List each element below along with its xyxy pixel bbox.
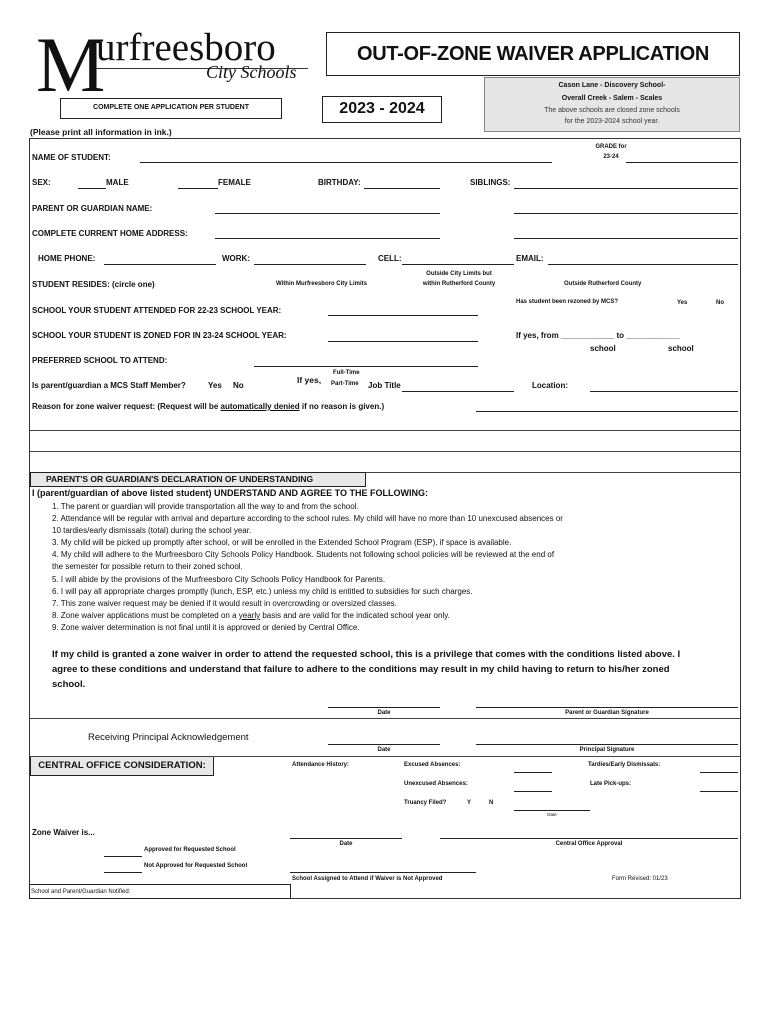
assigned-school-field[interactable] <box>290 872 476 873</box>
parent-date-field[interactable] <box>328 707 440 708</box>
part-time-option[interactable]: Part-Time <box>331 381 359 387</box>
rezoned-yes[interactable]: Yes <box>677 300 688 306</box>
principal-signature-field[interactable] <box>476 744 738 745</box>
location-field[interactable] <box>590 391 738 392</box>
reason-line-3[interactable] <box>30 451 740 452</box>
staff-question: Is parent/guardian a MCS Staff Member? <box>32 381 186 390</box>
assigned-school-label: School Assigned to Attend if Waiver is Not Approved <box>292 876 443 882</box>
not-approved-label: Not Approved for Requested School <box>144 863 248 869</box>
page-title: OUT-OF-ZONE WAIVER APPLICATION <box>356 43 710 65</box>
attendance-history-label: Attendance History: <box>292 762 350 768</box>
address-field[interactable] <box>215 238 440 239</box>
declaration-item-3: 3. My child will be picked up promptly after school, or will be enrolled in the Extended School Program (ESP), if space is available. <box>52 538 512 548</box>
declaration-item-8: 8. Zone waiver applications must be completed on a yearly basis and are valid for the indicated school year only. <box>52 610 450 620</box>
closed-schools-line2: Overall Creek - Salem - Scales <box>561 95 663 102</box>
parent-name-label: PARENT OR GUARDIAN NAME: <box>32 204 153 213</box>
reason-label: Reason for zone waiver request: (Request will be automatically denied if no reason is given.) <box>32 402 385 411</box>
central-divider <box>30 756 740 757</box>
cell-label: CELL: <box>378 254 402 263</box>
closed-schools-line4: for the 2023-2024 school year. <box>564 118 660 125</box>
resides-option-outside-county[interactable]: Outside Rutherford County <box>564 281 642 287</box>
staff-no[interactable]: No <box>233 381 244 390</box>
central-approval-label: Central Office Approval <box>555 841 623 847</box>
address-label: COMPLETE CURRENT HOME ADDRESS: <box>32 229 188 238</box>
resides-option-within-city[interactable]: Within Murfreesboro City Limits <box>276 281 367 287</box>
unexcused-field[interactable] <box>514 791 552 792</box>
zone-waiver-label: Zone Waiver is... <box>32 828 95 837</box>
preferred-school-field[interactable] <box>254 366 478 367</box>
excused-label: Excused Absences: <box>404 762 461 768</box>
closed-schools-line1: Cason Lane - Discovery School- <box>558 82 666 89</box>
principal-heading: Receiving Principal Acknowledgement <box>88 732 249 743</box>
sex-label: SEX: <box>32 178 51 187</box>
declaration-item-2: 2. Attendance will be regular with arrival and departure according to the school rules. My child will have no more than 10 unexcused absences or <box>52 514 563 524</box>
if-yes-label: If yes, <box>297 375 322 385</box>
address-field-2[interactable] <box>514 238 738 239</box>
birthday-field[interactable] <box>364 188 440 189</box>
name-label: NAME OF STUDENT: <box>32 153 111 162</box>
full-time-option[interactable]: Full-Time <box>333 370 360 376</box>
parent-name-field-2[interactable] <box>514 213 738 214</box>
work-label: WORK: <box>222 254 250 263</box>
home-phone-label: HOME PHONE: <box>38 254 96 263</box>
truancy-no[interactable]: N <box>489 800 494 806</box>
pickups-label: Late Pick-ups: <box>590 781 632 787</box>
location-label: Location: <box>532 381 568 390</box>
central-date-label: Date <box>339 841 353 847</box>
grade-label-1: GRADE for <box>595 144 627 150</box>
closed-schools-line3: The above schools are closed zone schools <box>544 107 680 114</box>
attended-school-label: SCHOOL YOUR STUDENT ATTENDED FOR 22-23 SCHOOL YEAR: <box>32 306 282 315</box>
truancy-yes[interactable]: Y <box>467 800 472 806</box>
home-phone-field[interactable] <box>104 264 216 265</box>
tardies-field[interactable] <box>700 772 738 773</box>
cell-field[interactable] <box>402 264 514 265</box>
reason-line-2[interactable] <box>30 430 740 431</box>
siblings-label: SIBLINGS: <box>470 178 511 187</box>
male-label: MALE <box>106 178 129 187</box>
print-note: (Please print all information in ink.) <box>30 127 172 137</box>
central-approval-field[interactable] <box>440 838 738 839</box>
tardies-label: Tardies/Early Dismissals: <box>588 762 661 768</box>
resides-option-outside-city-2[interactable]: within Rutherford County <box>422 281 496 287</box>
excused-field[interactable] <box>514 772 552 773</box>
declaration-item-4: 4. My child will adhere to the Murfreesboro City Schools Policy Handbook. Students not following school policies will be reviewed at the end of <box>52 550 555 560</box>
statement-line-1: If my child is granted a zone waiver in order to attend the requested school, this is a privilege that comes with the conditions listed above. I <box>52 649 681 660</box>
school-year: 2023 - 2024 <box>339 100 425 117</box>
female-label: FEMALE <box>218 178 251 187</box>
rezoned-question: Has student been rezoned by MCS? <box>516 299 619 305</box>
logo-wordmark: urfreesboro <box>96 26 276 69</box>
parent-date-label: Date <box>377 710 391 716</box>
pickups-field[interactable] <box>700 791 738 792</box>
declaration-item-6: 6. I will pay all appropriate charges promptly (lunch, ESP, etc.) unless my child is entitled to subsidies for such charges. <box>52 586 473 596</box>
zoned-school-field[interactable] <box>328 341 478 342</box>
from-school-caption: school <box>590 344 616 353</box>
resides-label: STUDENT RESIDES: (circle one) <box>32 280 155 289</box>
siblings-field[interactable] <box>514 188 738 189</box>
female-field[interactable] <box>178 188 218 189</box>
unexcused-label: Unexcused Absences: <box>404 781 468 787</box>
declaration-intro: I (parent/guardian of above listed student) UNDERSTAND AND AGREE TO THE FOLLOWING: <box>32 488 429 498</box>
approved-label: Approved for Requested School <box>144 847 236 853</box>
reason-field[interactable] <box>476 411 738 412</box>
form-revised: Form Revised: 01/23 <box>612 876 668 882</box>
declaration-item-4-cont: the semester for possible return to their zoned school. <box>52 562 243 572</box>
truancy-date-label: Date <box>547 812 557 817</box>
approved-field[interactable] <box>104 856 142 857</box>
one-per-student-note: COMPLETE ONE APPLICATION PER STUDENT <box>93 104 249 111</box>
declaration-item-1: 1. The parent or guardian will provide transportation all the way to and from the school. <box>52 502 359 511</box>
email-label: EMAIL: <box>516 254 544 263</box>
grade-label-2: 23-24 <box>603 154 619 160</box>
job-title-label: Job Title <box>368 381 401 390</box>
declaration-item-7: 7. This zone waiver request may be denied if it would result in overcrowding or oversized classes. <box>52 598 397 608</box>
declaration-list <box>52 501 563 634</box>
staff-yes[interactable]: Yes <box>208 381 222 390</box>
central-date-field[interactable] <box>290 838 402 839</box>
male-field[interactable] <box>78 188 106 189</box>
work-field[interactable] <box>254 264 366 265</box>
parent-signature-label: Parent or Guardian Signature <box>565 710 649 716</box>
attended-school-field[interactable] <box>328 315 478 316</box>
job-title-field[interactable] <box>402 391 514 392</box>
name-field[interactable] <box>140 162 552 163</box>
declaration-item-2-cont: 10 tardies/early dismissals (total) during the school year. <box>52 526 252 536</box>
notified-label: School and Parent/Guardian Notified: <box>31 889 131 895</box>
principal-signature-label: Principal Signature <box>579 747 635 753</box>
email-field[interactable] <box>548 264 738 265</box>
parent-signature-field[interactable] <box>476 707 738 708</box>
logo-letter: M <box>36 21 106 108</box>
truancy-label: Truancy Filed? <box>404 800 447 806</box>
not-approved-field[interactable] <box>104 872 142 873</box>
truancy-date-field[interactable] <box>514 810 590 811</box>
resides-option-outside-city-1[interactable]: Outside City Limits but <box>426 271 492 277</box>
logo-subtitle: City Schools <box>206 62 297 82</box>
rezoned-no[interactable]: No <box>716 300 724 306</box>
central-heading: CENTRAL OFFICE CONSIDERATION: <box>38 760 206 771</box>
statement-line-3: school. <box>52 679 86 690</box>
zoned-school-label: SCHOOL YOUR STUDENT IS ZONED FOR IN 23-24 SCHOOL YEAR: <box>32 331 287 340</box>
grade-field[interactable] <box>626 162 738 163</box>
declaration-divider <box>30 718 740 719</box>
if-yes-from-to: If yes, from ____________ to ____________ <box>516 331 680 340</box>
statement-line-2: agree to these conditions and understand that failure to adhere to the conditions may result in my child having to return to his/her zoned <box>52 664 670 675</box>
birthday-label: BIRTHDAY: <box>318 178 361 187</box>
principal-date-label: Date <box>377 747 391 753</box>
declaration-heading: PARENT'S OR GUARDIAN'S DECLARATION OF UNDERSTANDING <box>46 474 314 484</box>
preferred-school-label: PREFERRED SCHOOL TO ATTEND: <box>32 356 168 365</box>
declaration-item-5: 5. I will abide by the provisions of the Murfreesboro City Schools Policy Handbook for Parents. <box>52 574 386 584</box>
to-school-caption: school <box>668 344 694 353</box>
declaration-item-9: 9. Zone waiver determination is not final until it is approved or denied by Central Office. <box>52 622 360 632</box>
principal-date-field[interactable] <box>328 744 440 745</box>
parent-name-field[interactable] <box>215 213 440 214</box>
